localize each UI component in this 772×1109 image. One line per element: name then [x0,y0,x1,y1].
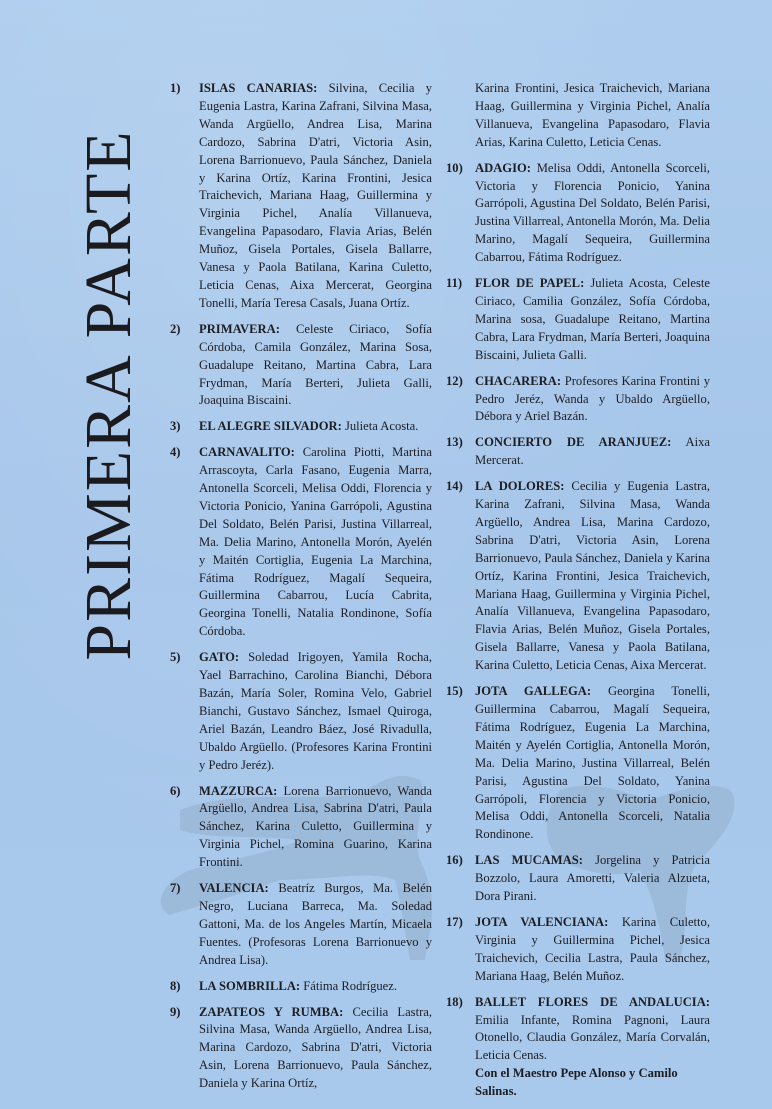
dance-name: ADAGIO: [475,160,531,175]
entry-number: 18) [446,994,463,1009]
performers: Jorgelina y Patricia Bozzolo, Laura Amoretti, Valeria Alzueta, Dora Pirani. [475,853,710,904]
entry-number: 9) [170,1004,181,1019]
entry-number: 4) [170,445,181,460]
entry-number: 8) [170,978,181,993]
dance-name: GATO: [199,650,240,665]
performers: Fátima Rodríguez. [300,978,398,993]
program-entry [446,994,710,1101]
program-entry [446,275,710,365]
section-title: PRIMERA PARTE [72,129,145,661]
program-entry [170,444,432,641]
dance-name: CONCIERTO DE ARANJUEZ: [475,435,672,450]
entry-number: 7) [170,881,181,896]
performers: Beatríz Burgos, Ma. Belén Negro, Luciana Barreca, Ma. Soledad Gattoni, Ma. de los Angeles Martín, Micaela Fuentes. (Profesoras Lorena Barrionuevo y Andrea Lisa). [199,881,432,967]
program-entry [170,978,432,996]
entry-number: 5) [170,650,181,665]
section-title-vertical [74,90,144,700]
entry-number: 11) [446,276,463,291]
entry-number: 12) [446,373,463,388]
program-entry [446,478,710,675]
performers: Emilia Infante, Romina Pagnoni, Laura Otonello, Claudia González, María Corvalán, Leticia Cenas. [475,1012,710,1063]
entry-number: 2) [170,321,181,336]
left-column [170,80,432,1101]
dance-name: FLOR DE PAPEL: [475,276,585,291]
entry-number: 15) [446,684,463,699]
performers: Profesores Karina Frontini y Pedro Jeréz, Wanda y Ubaldo Argüello, Débora y Ariel Bazán. [475,373,710,424]
program-entry [446,160,710,267]
program-entry [170,1004,432,1094]
dance-name: CARNAVALITO: [199,445,295,460]
dance-name: JOTA VALENCIANA: [475,914,609,929]
dance-name: PRIMAVERA: [199,321,280,336]
entry-number: 13) [446,435,463,450]
program-entry [446,373,710,427]
performers: Melisa Oddi, Antonella Scorceli, Victoria y Florencia Ponicio, Yanina Garrópoli, Agustina Del Soldato, Belén Parisi, Justina Villarreal, Antonella Morón, Ma. Delia Marino, Magalí Sequeira, Guillermina Cabarrou, Fátima Rodríguez. [475,160,710,265]
dance-name: VALENCIA: [199,881,269,896]
continued-text: Karina Frontini, Jesica Traichevich, Mariana Haag, Guillermina y Virginia Pichel, Analía Villanueva, Evangelina Papasodaro, Flavia Arias, Karina Culetto, Leticia Cenas. [475,81,710,149]
program-entry [170,880,432,970]
performers: Aixa Mercerat. [475,435,710,468]
dance-name: LAS MUCAMAS: [475,853,583,868]
entry-number: 17) [446,914,463,929]
closing-note: Con el Maestro Pepe Alonso y Camilo Salinas. [475,1066,678,1099]
entry-number: 10) [446,160,463,175]
program-entry [170,418,432,436]
dance-name: MAZZURCA: [199,783,278,798]
performers: Julieta Acosta, Celeste Ciriaco, Camilia González, Sofía Córdoba, Marina sosa, Guadalupe Reitano, Martina Cabra, Lara Frydman, María Berteri, Joaquina Biscaini, Julieta Galli. [475,276,710,362]
performers: Lorena Barrionuevo, Wanda Argüello, Andrea Lisa, Sabrina D'atri, Paula Sánchez, Karina Culetto, Guillermina y Virginia Pichel, Romina Guarino, Karina Frontini. [199,783,432,870]
dance-name: ZAPATEOS Y RUMBA: [199,1004,344,1019]
program-entry [446,852,710,906]
dance-name: LA SOMBRILLA: [199,978,301,993]
program-entry [170,321,432,411]
performers: Silvina, Cecilia y Eugenia Lastra, Karina Zafrani, Silvina Masa, Wanda Argüello, Andrea Lisa, Marina Cardozo, Sabrina D'atri, Victoria Asin, Lorena Barrionuevo, Paula Sánchez, Daniela y Karina Ortíz, Karina Frontini, Jesica Traichevich, Mariana Haag, Guillermina y Virginia Pichel, Analía Villanueva, Evangelina Papasodaro, Flavia Arias, Belén Muñoz, Gisela Portales, Gisela Ballarre, Vanesa y Paola Batilana, Karina Culetto, Leticia Cenas, Aixa Mercerat, Georgina Tonelli, María Teresa Casals, Juana Ortíz. [199,81,432,310]
performers: Karina Culetto, Virginia y Guillermina Pichel, Jesica Traichevich, Cecilia Lastra, Paula Sánchez, Mariana Haag, Belén Muñoz. [475,914,710,983]
program-entry [446,434,710,470]
dance-name: LA DOLORES: [475,479,565,494]
performers: Georgina Tonelli, Guillermina Cabarrou, Magalí Sequeira, Fátima Rodríguez, Eugenia La Marchina, Maitén y Ayelén Cortiglia, Antonella Morón, Ma. Delia Marino, Justina Villarreal, Belén Parisi, Agustina Del Soldato, Yanina Garrópoli, Florencia y Victoria Ponicio, Melisa Oddi, Antonella Scorceli, Natalia Rondinone. [475,684,711,842]
performers: Soledad Irigoyen, Yamila Rocha, Yael Barrachino, Carolina Bianchi, Débora Bazán, María Soler, Romina Velo, Gabriel Bianchi, Gustavo Sánchez, Ismael Quiroga, Ariel Bazán, Leandro Báez, José Rivadulla, Ubaldo Argüello. (Profesores Karina Frontini y Pedro Jeréz). [199,650,432,772]
dance-name: BALLET FLORES DE ANDALUCIA: [475,994,710,1009]
program-entry [170,649,432,774]
entry-number: 14) [446,479,463,494]
entry-number: 1) [170,81,181,95]
performers: Cecilia Lastra, Silvina Masa, Wanda Argüello, Andrea Lisa, Marina Cardozo, Sabrina D'atri, Victoria Asin, Lorena Barrionuevo, Paula Sánchez, Daniela y Karina Ortíz, [199,1004,432,1091]
dance-name: CHACARERA: [475,373,562,388]
performers: Carolina Piotti, Martina Arrascoyta, Carla Fasano, Eugenia Marra, Antonella Scorceli, Melisa Oddi, Florencia y Victoria Ponicio, Yanina Garrópoli, Agustina Del Soldato, Belén Parisi, Justina Villarreal, Ma. Delia Marino, Antonella Morón, Ayelén y Maitén Cortiglia, Eugenia La Marchina, Fátima Rodríguez, Magalí Sequeira, Guillermina Cabarrou, Lucía Cabrita, Georgina Tonelli, Natalia Rondinone, Sofía Córdoba. [199,445,432,639]
performers: Celeste Ciriaco, Sofía Córdoba, Camila González, Marina Sosa, Guadalupe Reitano, Martina Cabra, Lara Frydman, María Berteri, Julieta Galli, Joaquina Biscaini. [199,321,432,408]
program-entry [170,783,432,873]
entry-number: 6) [170,783,181,798]
program-entry [446,683,710,844]
performers: Cecilia y Eugenia Lastra, Karina Zafrani, Silvina Masa, Wanda Argüello, Andrea Lisa, Marina Cardozo, Sabrina D'atri, Victoria Asin, Lorena Barrionuevo, Paula Sánchez, Daniela y Karina Ortíz, Karina Frontini, Jesica Traichevich, Mariana Haag, Guillermina y Virginia Pichel, Analía Villanueva, Evangelina Papasodaro, Flavia Arias, Belén Muñoz, Gisela Portales, Gisela Ballarre, Vanesa y Paola Batilana, Karina Culetto, Leticia Cenas, Aixa Mercerat. [475,479,710,673]
dance-name: JOTA GALLEGA: [475,684,592,699]
right-column [446,80,710,1109]
entry-number: 3) [170,419,181,434]
program-entry [446,914,710,986]
entry-number: 16) [446,853,463,868]
dance-name: ISLAS CANARIAS: [199,81,318,95]
program-entry [170,80,432,313]
performers: Julieta Acosta. [341,419,419,434]
dance-name: EL ALEGRE SILVADOR: [199,419,342,434]
